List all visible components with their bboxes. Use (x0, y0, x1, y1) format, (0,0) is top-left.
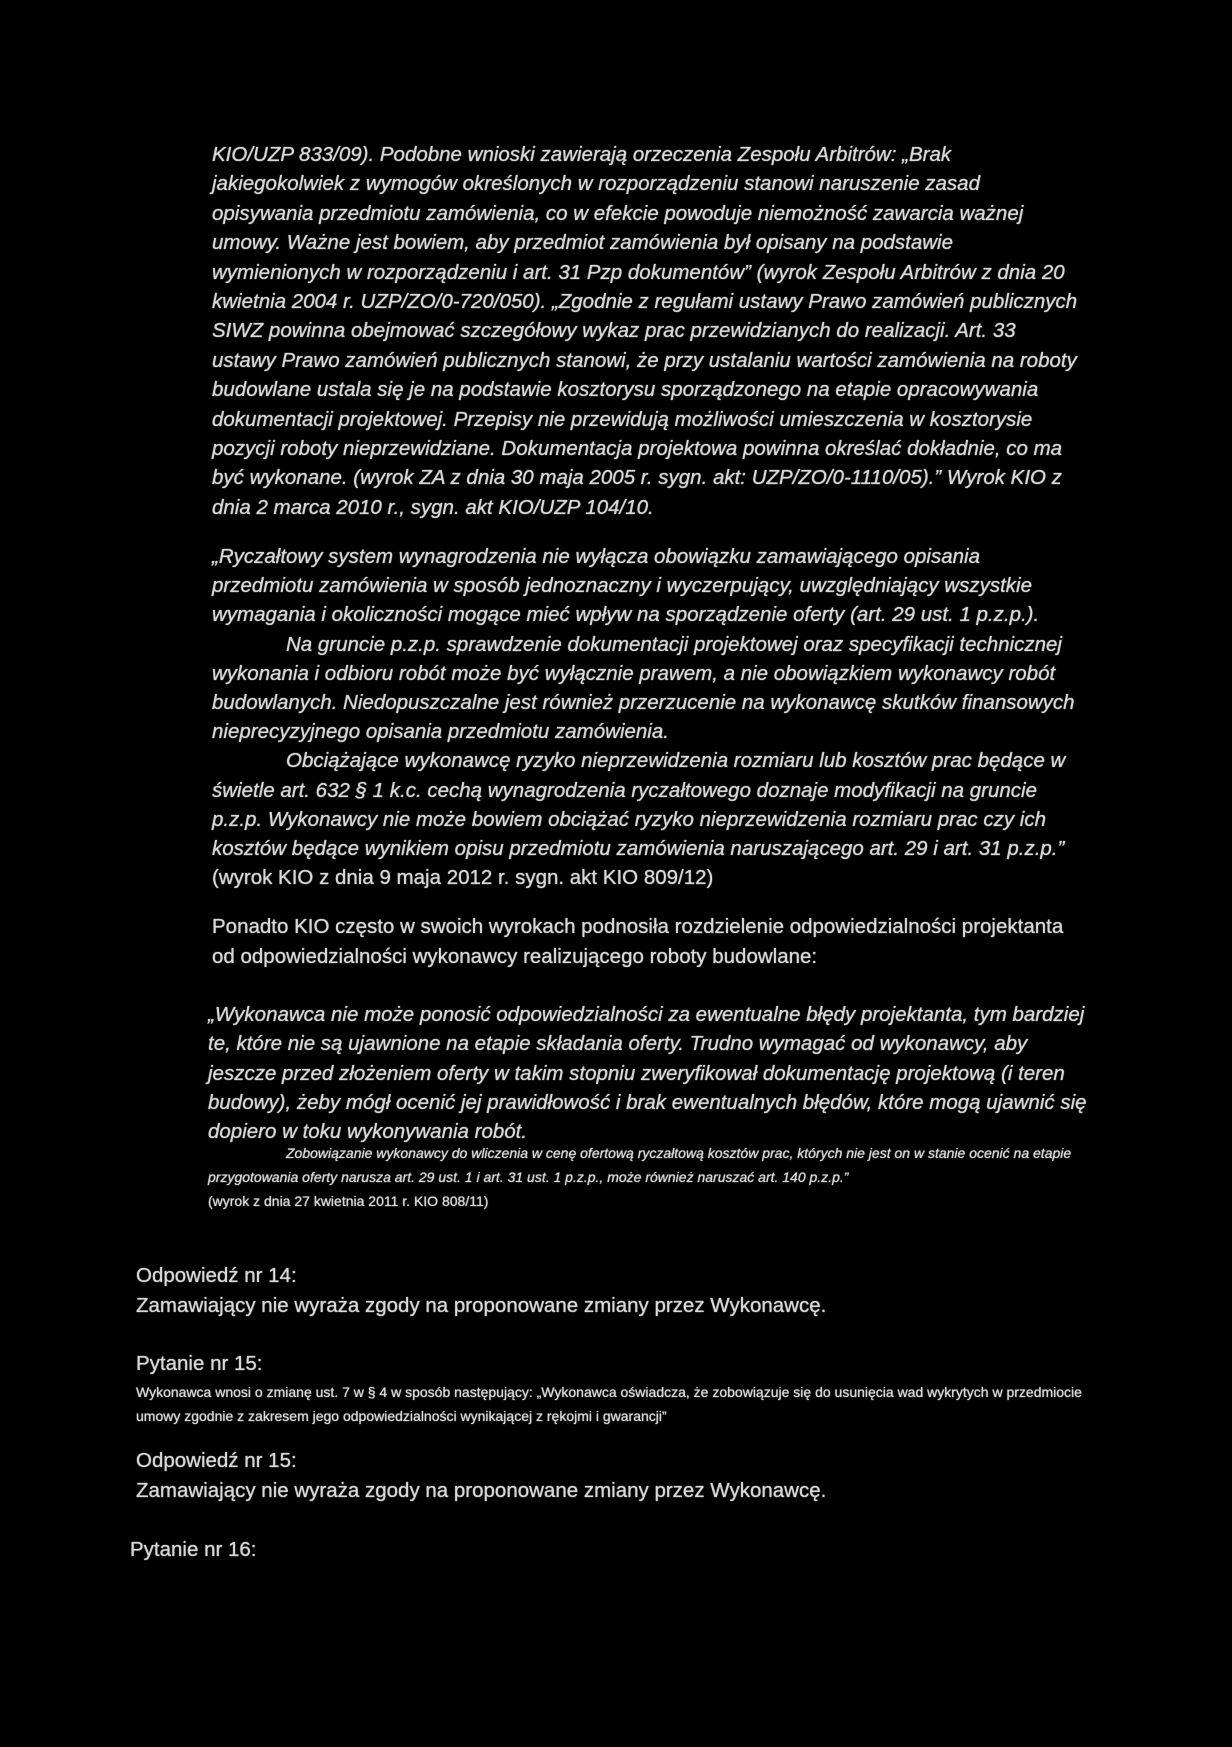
question-16-heading: Pytanie nr 16: (130, 1538, 257, 1561)
question-15-text: Wykonawca wnosi o zmianę ust. 7 w § 4 w sposób następujący: „Wykonawca oświadcza, że zobowiązuje się do usunięcia wad wykrytych w przedmiocie umowy zgodnie z zakresem jego odpowiedzialności wynikającej z rękojmi i gwarancji” (136, 1384, 1082, 1424)
question-15-heading: Pytanie nr 15: (136, 1352, 263, 1375)
quote-kio-808-11-continuation (208, 1141, 1088, 1213)
answer-15-text: Zamawiający nie wyraża zgody na proponowane zmiany przez Wykonawcę. (136, 1479, 827, 1502)
paragraph-responsibility: Ponadto KIO często w swoich wyrokach podnosiła rozdzielenie odpowiedzialności projektanta od odpowiedzialności wykonawcy realizującego roboty budowlane: (212, 915, 1064, 968)
paragraph-case-law-1 (212, 140, 1082, 522)
paragraph-case-law-1-text: KIO/UZP 833/09). Podobne wnioski zawierają orzeczenia Zespołu Arbitrów: „Brak jakiegokolwiek z wymogów określonych w rozporządzeniu stanowi naruszenie zasad opisywania przedmiotu zamówienia, co w efekcie powoduje niemożność zawarcia ważnej umowy. Ważne jest bowiem, aby przedmiot zamówienia był opisany na podstawie wymienionych w rozporządzeniu i art. 31 Pzp dokumentów” (wyrok Zespołu Arbitrów z dnia 20 kwietnia 2004 r. UZP/ZO/0-720/050). „Zgodnie z regułami ustawy Prawo zamówień publicznych SIWZ powinna obejmować szczegółowy wykaz prac przewidzianych do realizacji. Art. 33 ustawy Prawo zamówień publicznych stanowi, że przy ustalaniu wartości zamówienia na roboty budowlane ustala się je na podstawie kosztorysu sporządzonego na etapie opracowywania dokumentacji projektowej. Przepisy nie przewidują możliwości umieszczenia w kosztorysie pozycji roboty nieprzewidziane. Dokumentacja projektowa powinna określać dokładnie, co ma być wykonane. (wyrok ZA z dnia 30 maja 2005 r. sygn. akt: UZP/ZO/0-1110/05).” Wyrok KIO z dnia 2 marca 2010 r., sygn. akt KIO/UZP 104/10. (212, 143, 1078, 519)
quote-kio-809-12 (212, 542, 1082, 892)
quote-1-part-2: Na gruncie p.z.p. sprawdzenie dokumentacji projektowej oraz specyfikacji technicznej wykonania i odbioru robót może być wyłącznie prawem, a nie obowiązkiem wykonawcy robót budowlanych. Niedopuszczalne jest również przerzucenie na wykonawcę skutków finansowych nieprecyzyjnego opisania przedmiotu zamówienia. (212, 632, 1075, 744)
answer-15-heading: Odpowiedź nr 15: (136, 1449, 297, 1472)
answer-14-text: Zamawiający nie wyraża zgody na proponowane zmiany przez Wykonawcę. (136, 1294, 827, 1317)
quote-2-citation: (wyrok z dnia 27 kwietnia 2011 r. KIO 808/11) (208, 1193, 489, 1209)
quote-1-part-1: „Ryczałtowy system wynagrodzenia nie wyłącza obowiązku zamawiającego opisania przedmiotu zamówienia w sposób jednoznaczny i wyczerpujący, uwzględniający wszystkie wymagania i okoliczności mogące mieć wpływ na sporządzenie oferty (art. 29 ust. 1 p.z.p.). (212, 545, 1040, 627)
answer-14-heading: Odpowiedź nr 14: (136, 1264, 297, 1287)
answer-14 (136, 1261, 1096, 1321)
quote-kio-808-11: „Wykonawca nie może ponosić odpowiedzialności za ewentualne błędy projektanta, tym bardziej te, które nie są ujawnione na etapie składania oferty. Trudno wymagać od wykonawcy, aby jeszcze przed złożeniem oferty w takim stopniu zweryfikował dokumentację projektową (i teren budowy), żeby mógł ocenić jej prawidłowość i brak ewentualnych błędów, które mogą ujawnić się dopiero w toku wykonywania robót. (208, 1003, 1087, 1144)
quote-1-citation: (wyrok KIO z dnia 9 maja 2012 r. sygn. akt KIO 809/12) (212, 866, 714, 890)
quote-2-small-text: Zobowiązanie wykonawcy do wliczenia w cenę ofertową ryczałtową kosztów prac, których nie jest on w stanie ocenić na etapie przygotowania oferty narusza art. 29 ust. 1 i art. 31 ust. 1 p.z.p., może również naruszać art. 140 p.z.p.” (208, 1145, 1072, 1185)
answer-15 (136, 1446, 1096, 1506)
quote-1-part-3: Obciążające wykonawcę ryzyko nieprzewidzenia rozmiaru lub kosztów prac będące w świetle art. 632 § 1 k.c. cechą wynagrodzenia ryczałtowego doznaje modyfikacji na gruncie p.z.p. Wykonawcy nie może bowiem obciążać ryzyko nieprzewidzenia rozmiaru prac czy ich kosztów będące wynikiem opisu przedmiotu zamówienia naruszającego art. 29 i art. 31 p.z.p.” (212, 749, 1066, 861)
